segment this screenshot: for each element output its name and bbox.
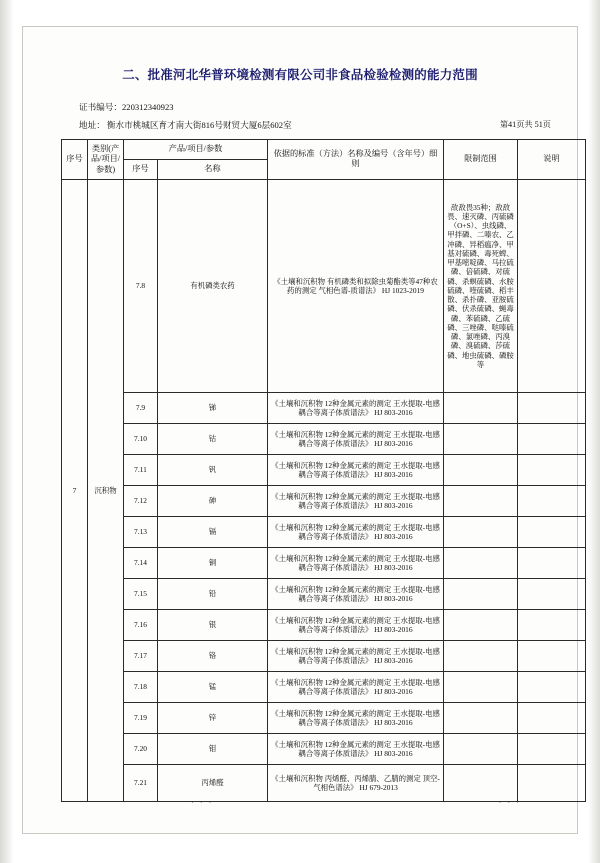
row-name: 锰: [158, 671, 268, 702]
row-name: 铬: [158, 640, 268, 671]
row-name: 钴: [158, 423, 268, 454]
row-limit: [444, 733, 518, 764]
row-note: [518, 423, 586, 454]
row-standard: 《土壤和沉积物 12种金属元素的测定 王水提取-电感耦合等离子体质谱法》 HJ 803-2016: [268, 702, 444, 733]
row-limit: [444, 423, 518, 454]
row-limit: 敌敌畏35种；敌敌畏、速灭磷、丙硫磷（O+S）、虫线磷、甲拌磷、二嗪农、乙冲磷、异稻瘟净、甲基对硫磷、毒死蜱、甲基嘧啶磷、马拉硫磷、倍硫磷、对硫磷、杀螟硫磷、水胺硫磷、喹硫磷、稻丰散、杀扑磷、亚胺硫磷、伏杀硫磷、蝇毒磷、苯硫磷、乙硫磷、三唑磷、哒嗪硫磷、氯唑磷、丙溴磷、溴硫磷、莎硫磷、地虫硫磷、磷胺等: [444, 179, 518, 392]
company-address: 地址： 衡水市桃城区育才南大街816号财贸大厦6层602室: [79, 120, 292, 130]
header-limit: 限制范围: [444, 140, 518, 180]
header-name: 名称: [158, 159, 268, 179]
certificate-sheet: [22, 26, 578, 834]
row-sub-seq: 7.13: [124, 516, 158, 547]
row-name: 钒: [158, 454, 268, 485]
row-limit: [444, 702, 518, 733]
group-seq: 7: [62, 179, 88, 801]
table-row: [62, 423, 586, 454]
row-standard: 《土壤和沉积物 有机磷类和拟除虫菊酯类等47种农药的测定 气相色谱-质谱法》 HJ 1023-2019: [268, 179, 444, 392]
row-sub-seq: 7.9: [124, 392, 158, 423]
table-row: [62, 578, 586, 609]
row-limit: [444, 640, 518, 671]
row-limit: [444, 764, 518, 801]
row-standard: 《土壤和沉积物 12种金属元素的测定 王水提取-电感耦合等离子体质谱法》 HJ 803-2016: [268, 671, 444, 702]
row-sub-seq: 7.21: [124, 764, 158, 801]
row-standard: 《土壤和沉积物 12种金属元素的测定 王水提取-电感耦合等离子体质谱法》 HJ 803-2016: [268, 733, 444, 764]
row-standard: 《土壤和沉积物 12种金属元素的测定 王水提取-电感耦合等离子体质谱法》 HJ 803-2016: [268, 454, 444, 485]
header-note: 说明: [518, 140, 586, 180]
row-limit: [444, 671, 518, 702]
row-name: 有机磷类农药: [158, 179, 268, 392]
header-standard: 依据的标准（方法）名称及编号（含年号）细则: [268, 140, 444, 180]
row-name: 丙烯醛: [158, 764, 268, 801]
row-note: [518, 640, 586, 671]
row-name: 砷: [158, 485, 268, 516]
header-seq: 序号: [62, 140, 88, 180]
row-limit: [444, 485, 518, 516]
row-standard: 《土壤和沉积物 12种金属元素的测定 王水提取-电感耦合等离子体质谱法》 HJ 803-2016: [268, 609, 444, 640]
table-header: [62, 140, 586, 180]
row-sub-seq: 7.18: [124, 671, 158, 702]
row-sub-seq: 7.20: [124, 733, 158, 764]
header-category: 类别(产品/项目/参数): [88, 140, 124, 180]
row-limit: [444, 516, 518, 547]
table-row: [62, 179, 586, 392]
table-row: [62, 764, 586, 801]
table-row: [62, 516, 586, 547]
row-sub-seq: 7.16: [124, 609, 158, 640]
row-sub-seq: 7.10: [124, 423, 158, 454]
row-note: [518, 578, 586, 609]
row-name: 锌: [158, 702, 268, 733]
row-standard: 《土壤和沉积物 12种金属元素的测定 王水提取-电感耦合等离子体质谱法》 HJ 803-2016: [268, 423, 444, 454]
row-standard: 《土壤和沉积物 丙烯醛、丙烯腈、乙腈的测定 顶空-气相色谱法》 HJ 679-2013: [268, 764, 444, 801]
table-row: [62, 485, 586, 516]
table-row: [62, 392, 586, 423]
row-note: [518, 516, 586, 547]
table-row: [62, 547, 586, 578]
row-name: 铜: [158, 547, 268, 578]
table-header-row-1: [62, 140, 586, 160]
row-standard: 《土壤和沉积物 12种金属元素的测定 王水提取-电感耦合等离子体质谱法》 HJ 803-2016: [268, 578, 444, 609]
table-row: [62, 671, 586, 702]
row-standard: 《土壤和沉积物 12种金属元素的测定 王水提取-电感耦合等离子体质谱法》 HJ 803-2016: [268, 392, 444, 423]
row-limit: [444, 547, 518, 578]
row-name: 银: [158, 609, 268, 640]
row-name: 钼: [158, 733, 268, 764]
row-note: [518, 547, 586, 578]
page-indicator: 第41页共 51页: [499, 120, 551, 129]
row-sub-seq: 7.14: [124, 547, 158, 578]
row-note: [518, 702, 586, 733]
row-standard: 《土壤和沉积物 12种金属元素的测定 王水提取-电感耦合等离子体质谱法》 HJ 803-2016: [268, 640, 444, 671]
row-sub-seq: 7.8: [124, 179, 158, 392]
row-note: [518, 733, 586, 764]
row-sub-seq: 7.15: [124, 578, 158, 609]
row-limit: [444, 454, 518, 485]
row-limit: [444, 392, 518, 423]
table-row: [62, 640, 586, 671]
row-limit: [444, 578, 518, 609]
header-product-group: 产品/项目/参数: [124, 140, 268, 160]
row-note: [518, 485, 586, 516]
row-sub-seq: 7.17: [124, 640, 158, 671]
certificate-number: 证书编号：220312340923: [79, 102, 174, 112]
group-category: 沉积物: [88, 179, 124, 801]
header-sub-seq: 序号: [124, 159, 158, 179]
row-note: [518, 609, 586, 640]
capability-table: [61, 139, 586, 802]
table-row: [62, 702, 586, 733]
row-note: [518, 454, 586, 485]
table-row: [62, 454, 586, 485]
table-row: [62, 609, 586, 640]
row-sub-seq: 7.11: [124, 454, 158, 485]
row-note: [518, 671, 586, 702]
row-name: 铅: [158, 578, 268, 609]
row-note: [518, 179, 586, 392]
row-sub-seq: 7.12: [124, 485, 158, 516]
row-standard: 《土壤和沉积物 12种金属元素的测定 王水提取-电感耦合等离子体质谱法》 HJ 803-2016: [268, 516, 444, 547]
footer-left-mark: · · ·: [191, 798, 214, 807]
row-standard: 《土壤和沉积物 12种金属元素的测定 王水提取-电感耦合等离子体质谱法》 HJ 803-2016: [268, 547, 444, 578]
table-row: [62, 733, 586, 764]
table-body: [62, 179, 586, 801]
page-title: 二、批准河北华普环境检测有限公司非食品检验检测的能力范围: [122, 68, 478, 82]
row-limit: [444, 609, 518, 640]
row-name: 锑: [158, 392, 268, 423]
footer-right-mark: · · ·: [498, 798, 521, 807]
row-sub-seq: 7.19: [124, 702, 158, 733]
row-standard: 《土壤和沉积物 12种金属元素的测定 王水提取-电感耦合等离子体质谱法》 HJ 803-2016: [268, 485, 444, 516]
row-name: 镉: [158, 516, 268, 547]
row-note: [518, 392, 586, 423]
row-note: [518, 764, 586, 801]
